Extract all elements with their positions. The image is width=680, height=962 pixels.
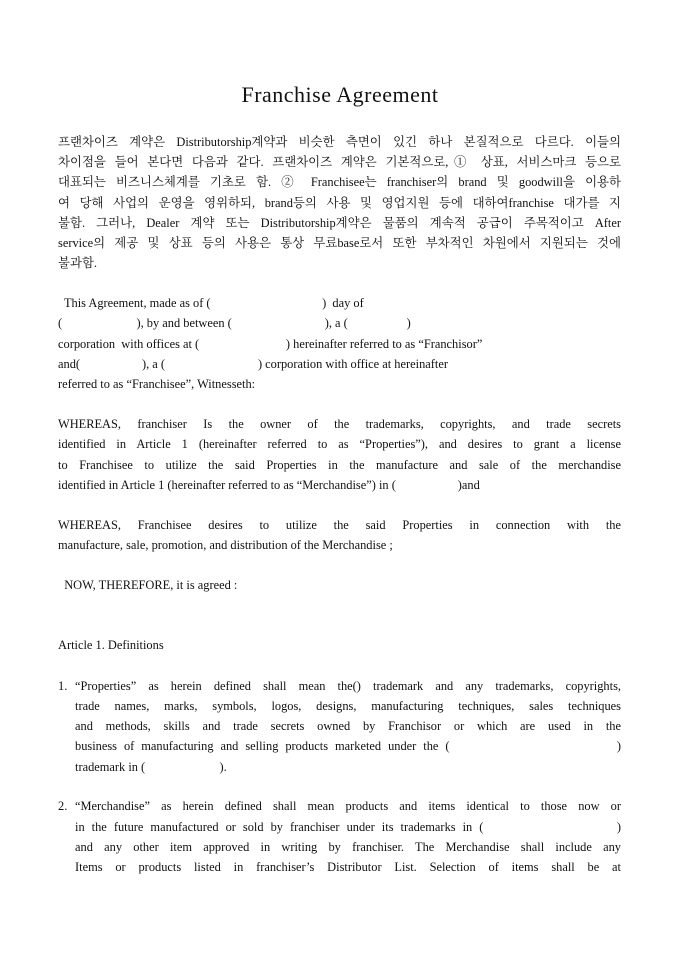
agreement-line: This Agreement, made as of ( ) day of <box>58 296 364 310</box>
item-line: “Merchandise” as herein defined shall mean products and items identical to those now or <box>75 799 621 813</box>
item-line: in the future manufactured or sold by franchiser under its trademarks in ( ) <box>75 820 621 834</box>
whereas-line: WHEREAS, Franchisee desires to utilize the said Properties in connection with the <box>58 518 621 532</box>
whereas-line: to Franchisee to utilize the said Properties in the manufacture and sale of the merchandise <box>58 458 621 472</box>
item-line: trademark in ( ). <box>75 760 227 774</box>
intro-line: 프랜차이즈 계약은 Distributorship계약과 비슷한 측면이 있긴 하나 본질적으로 다르다. 이들의 <box>58 135 621 149</box>
agreement-line: corporation with offices at ( ) hereinafter referred to as “Franchisor” <box>58 337 483 351</box>
article-1-heading: Article 1. Definitions <box>58 638 164 652</box>
whereas-line: identified in Article 1 (hereinafter referred to as “Merchandise”) in ( )and <box>58 478 480 492</box>
intro-line: 대표되는 비즈니스체계를 기초로 함. ② Franchisee는 franchiser의 brand 및 goodwill을 이용하 <box>58 175 621 189</box>
item-line: trade names, marks, symbols, logos, designs, manufacturing techniques, sales techniques <box>75 699 621 713</box>
whereas-line: manufacture, sale, promotion, and distribution of the Merchandise ; <box>58 538 393 552</box>
item-line: and any other item approved in writing by franchiser. The Merchandise shall include any <box>75 840 621 854</box>
intro-line: 불함. 그러나, Dealer 계약 또는 Distributorship계약은 물품의 계속적 공급이 주목적이고 After <box>58 216 621 230</box>
item-number: 2. <box>58 799 68 813</box>
item-line: “Properties” as herein defined shall mean the() trademark and any trademarks, copyrights, <box>75 679 621 693</box>
agreement-line: referred to as “Franchisee”, Witnesseth: <box>58 377 256 391</box>
item-number: 1. <box>58 679 68 693</box>
intro-line: 여 당해 사업의 운영을 영위하되, brand등의 사용 및 영업지원 등에 대하여franchise 대가를 지 <box>58 196 621 210</box>
now-therefore-clause: NOW, THEREFORE, it is agreed : <box>58 578 238 592</box>
agreement-line: and( ), a ( ) corporation with office at hereinafter <box>58 357 448 371</box>
agreement-line: ( ), by and between ( ), a ( ) <box>58 316 411 330</box>
intro-line: service의 제공 및 상표 등의 사용은 통상 무료base로서 또한 부차적인 차원에서 지원되는 것에 <box>58 236 621 250</box>
whereas-line: WHEREAS, franchiser Is the owner of the trademarks, copyrights, and trade secrets <box>58 417 621 431</box>
intro-line: 차이점을 들어 본다면 다음과 같다. 프랜차이즈 계약은 기본적으로,① 상표, 서비스마크 등으로 <box>58 155 621 169</box>
item-line: and methods, skills and trade secrets owned by Franchisor or which are used in the <box>75 719 621 733</box>
document-title: Franchise Agreement <box>241 82 439 107</box>
item-line: business of manufacturing and selling products marketed under the ( ) <box>75 739 621 753</box>
whereas-line: identified in Article 1 (hereinafter referred to as “Properties”), and desires to grant a license <box>58 437 621 451</box>
item-line: Items or products listed in franchiser’s Distributor List. Selection of items shall be at <box>75 860 621 874</box>
intro-line: 불과함. <box>58 256 98 270</box>
